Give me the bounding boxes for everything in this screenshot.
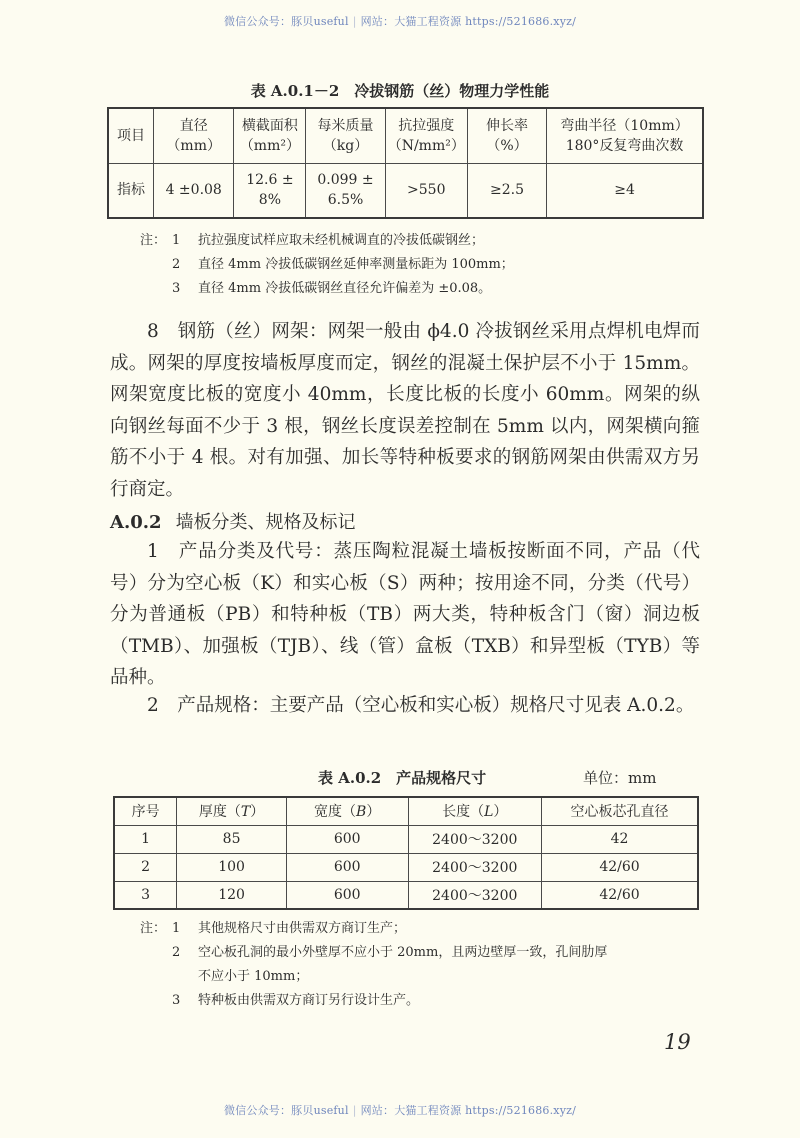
header-cell: 每米质量 （kg）	[306, 108, 385, 163]
watermark-wechat: 微信公众号：豚贝useful	[223, 15, 349, 28]
table-cell: 42/60	[542, 853, 698, 881]
note-item: 3 直径 4mm 冷拔低碳钢丝直径允许偏差为 ±0.08。	[172, 281, 492, 296]
table-cell: 0.099 ± 6.5%	[306, 163, 385, 218]
table-cell: 2	[114, 853, 177, 881]
table-cell: 600	[286, 881, 408, 909]
table-cell: 12.6 ± 8%	[234, 163, 306, 218]
table-cell: 3	[114, 881, 177, 909]
header-cell: 直径 （mm）	[153, 108, 234, 163]
header-cell: 抗拉强度 （N/mm²）	[385, 108, 467, 163]
header-cell: 宽度（B）	[286, 797, 408, 825]
table-cell: 2400～3200	[408, 825, 542, 853]
section-number: A.0.2	[110, 512, 162, 533]
table-header-row	[108, 108, 703, 163]
paragraph-item-1: 1 产品分类及代号：蒸压陶粒混凝土墙板按断面不同，产品（代号）分为空心板（K）和实心板（S）两种；按用途不同，分类（代号）分为普通板（PB）和特种板（TB）两大类，特种板含门（窗）洞边板（TMB）、加强板（TJB）、线（管）盒板（TXB）和异型板（TYB）等品种。	[110, 541, 700, 688]
paragraph-item-8: 8 钢筋（丝）网架：网架一般由 ϕ4.0 冷拔钢丝采用点焊机电焊而成。网架的厚度按墙板厚度而定，钢丝的混凝土保护层不小于 15mm。网架宽度比板的宽度小 40mm，长度比板的长度小 60mm。网架的纵向钢丝每面不少于 3 根，钢丝长度误差控制在 5mm 以内，网架横向箍筋不小于 4 根。对有加强、加长等特种板要求的钢筋网架由供需双方另行商定。	[110, 321, 700, 500]
watermark-separator: |	[352, 1104, 357, 1117]
watermark-top	[0, 13, 800, 29]
table-row	[108, 163, 703, 218]
table-row	[114, 853, 698, 881]
table-cell: ≥2.5	[467, 163, 546, 218]
table1-caption: 表 A.0.1－2 冷拔钢筋（丝）物理力学性能	[250, 82, 550, 100]
table-row	[114, 881, 698, 909]
header-cell: 空心板芯孔直径	[542, 797, 698, 825]
table-cell: >550	[385, 163, 467, 218]
section-heading	[110, 508, 356, 534]
header-cell: 厚度（T）	[177, 797, 287, 825]
watermark-site: 网站：大猫工程资源 https://521686.xyz/	[360, 15, 577, 28]
table-cell: 85	[177, 825, 287, 853]
watermark-separator: |	[352, 15, 357, 28]
table-mechanical-properties	[107, 107, 704, 219]
note-item: 2 空心板孔洞的最小外壁厚不应小于 20mm，且两边壁厚一致，孔间肋厚	[172, 945, 608, 960]
table-cell: 指标	[108, 163, 153, 218]
page-number: 19	[664, 1030, 691, 1054]
note-item: 注： 1 其他规格尺寸由供需双方商订生产；	[140, 917, 607, 941]
table-row	[114, 825, 698, 853]
table2-caption: 表 A.0.2 产品规格尺寸	[318, 769, 487, 787]
section-title: 墙板分类、规格及标记	[175, 512, 356, 533]
paragraph-item-2: 2 产品规格：主要产品（空心板和实心板）规格尺寸见表 A.0.2。	[147, 695, 695, 716]
table-cell: 120	[177, 881, 287, 909]
table-cell: 42	[542, 825, 698, 853]
notes-label: 注：	[140, 921, 167, 936]
watermark-site: 网站：大猫工程资源 https://521686.xyz/	[360, 1104, 577, 1117]
header-cell: 弯曲半径（10mm） 180°反复弯曲次数	[547, 108, 703, 163]
table-cell: 42/60	[542, 881, 698, 909]
header-cell: 伸长率 （%）	[467, 108, 546, 163]
note-item: 3 特种板由供需双方商订另行设计生产。	[172, 993, 420, 1008]
table1-notes	[140, 229, 514, 301]
table-cell: 2400～3200	[408, 881, 542, 909]
table2-notes	[140, 917, 607, 1013]
note-item-continuation: 不应小于 10mm；	[198, 969, 309, 984]
table-cell: 100	[177, 853, 287, 881]
table-product-specs	[113, 796, 699, 910]
header-cell: 项目	[108, 108, 153, 163]
notes-label: 注：	[140, 233, 167, 248]
header-cell: 长度（L）	[408, 797, 542, 825]
note-item: 2 直径 4mm 冷拔低碳钢丝延伸率测量标距为 100mm；	[172, 257, 514, 272]
table-cell: 2400～3200	[408, 853, 542, 881]
table-cell: ≥4	[547, 163, 703, 218]
header-cell: 序号	[114, 797, 177, 825]
watermark-bottom	[0, 1102, 800, 1118]
table-cell: 600	[286, 853, 408, 881]
table2-unit: 单位：mm	[583, 769, 657, 787]
table-header-row	[114, 797, 698, 825]
table-cell: 1	[114, 825, 177, 853]
watermark-wechat: 微信公众号：豚贝useful	[223, 1104, 349, 1117]
header-cell: 横截面积 （mm²）	[234, 108, 306, 163]
note-item: 注： 1 抗拉强度试样应取未经机械调直的冷拔低碳钢丝；	[140, 229, 514, 253]
table-cell: 600	[286, 825, 408, 853]
table-cell: 4 ±0.08	[153, 163, 234, 218]
